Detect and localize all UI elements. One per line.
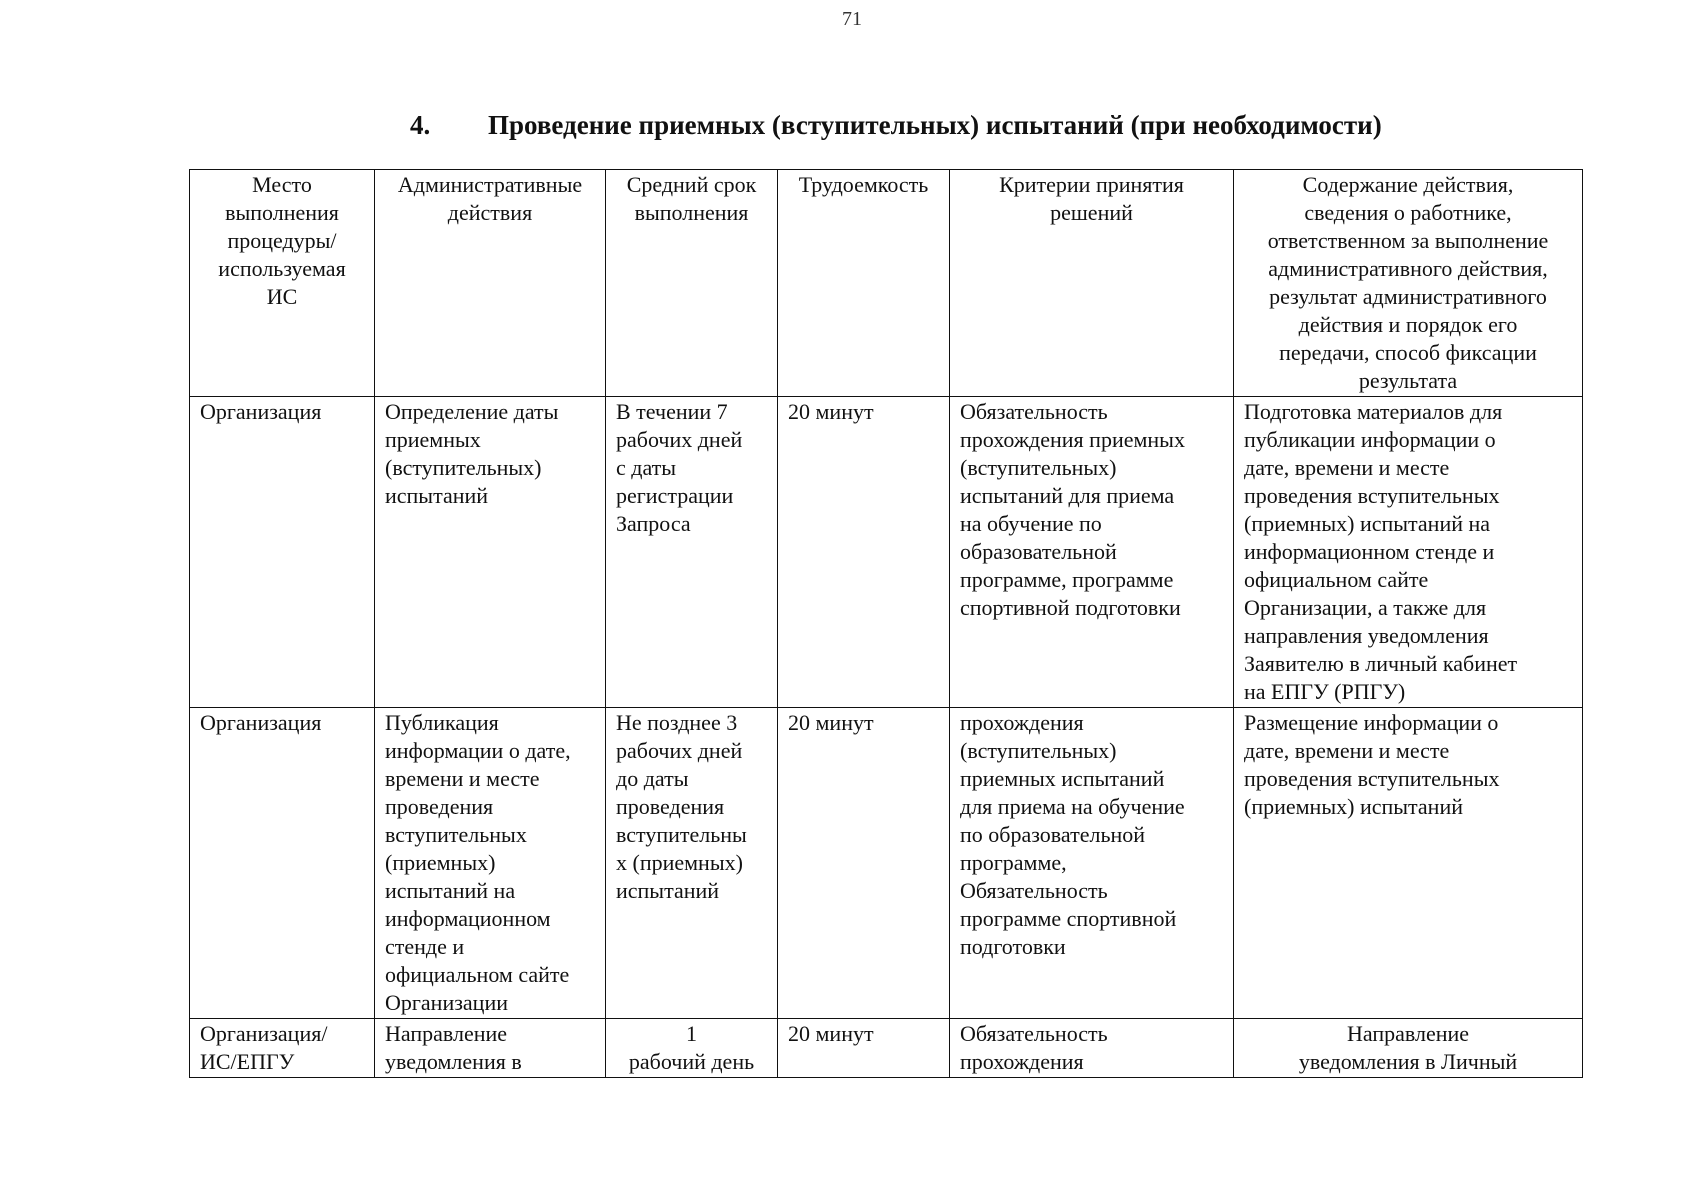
table-header-row bbox=[190, 170, 1583, 397]
section-title: Проведение приемных (вступительных) испытаний (при необходимости) bbox=[488, 110, 1382, 140]
section-heading bbox=[410, 110, 1460, 141]
table-cell: В течении 7 рабочих дней с даты регистрации Запроса bbox=[606, 397, 778, 708]
table-row bbox=[190, 1019, 1583, 1078]
section-number: 4. bbox=[410, 110, 431, 140]
table-cell: Размещение информации о дате, времени и месте проведения вступительных (приемных) испытаний bbox=[1234, 708, 1583, 1019]
table-cell: прохождения (вступительных) приемных испытаний для приема на обучение по образовательной программе, Обязательность программе спортивной подготовки bbox=[950, 708, 1234, 1019]
table-cell: Направление уведомления в bbox=[375, 1019, 606, 1078]
header-cell-actions: Административные действия bbox=[375, 170, 606, 397]
procedure-table bbox=[189, 169, 1583, 1078]
header-cell-place: Место выполнения процедуры/ используемая ИС bbox=[190, 170, 375, 397]
table-cell: 20 минут bbox=[778, 1019, 950, 1078]
header-cell-term: Средний срок выполнения bbox=[606, 170, 778, 397]
table-cell: Организация bbox=[190, 397, 375, 708]
table-cell: 1 рабочий день bbox=[606, 1019, 778, 1078]
table-cell: Обязательность прохождения приемных (вступительных) испытаний для приема на обучение по образовательной программе, программе спортивной подготовки bbox=[950, 397, 1234, 708]
header-cell-labor: Трудоемкость bbox=[778, 170, 950, 397]
table-cell: 20 минут bbox=[778, 397, 950, 708]
table-cell: Обязательность прохождения bbox=[950, 1019, 1234, 1078]
page-number: 71 bbox=[842, 8, 862, 30]
header-cell-criteria: Критерии принятия решений bbox=[950, 170, 1234, 397]
table-cell: 20 минут bbox=[778, 708, 950, 1019]
header-cell-content: Содержание действия, сведения о работнике, ответственном за выполнение административного действия, результат административного действия и порядок его передачи, способ фиксации результата bbox=[1234, 170, 1583, 397]
table-cell: Организация bbox=[190, 708, 375, 1019]
table-row bbox=[190, 397, 1583, 708]
table-cell: Подготовка материалов для публикации информации о дате, времени и месте проведения вступительных (приемных) испытаний на информационном стенде и официальном сайте Организации, а также для направления уведомления Заявителю в личный кабинет на ЕПГУ (РПГУ) bbox=[1234, 397, 1583, 708]
table-row bbox=[190, 708, 1583, 1019]
table-cell: Публикация информации о дате, времени и месте проведения вступительных (приемных) испытаний на информационном стенде и официальном сайте Организации bbox=[375, 708, 606, 1019]
table-cell: Определение даты приемных (вступительных) испытаний bbox=[375, 397, 606, 708]
table-cell: Организация/ ИС/ЕПГУ bbox=[190, 1019, 375, 1078]
table-cell: Не позднее 3 рабочих дней до даты проведения вступительны х (приемных) испытаний bbox=[606, 708, 778, 1019]
table-cell: Направление уведомления в Личный bbox=[1234, 1019, 1583, 1078]
